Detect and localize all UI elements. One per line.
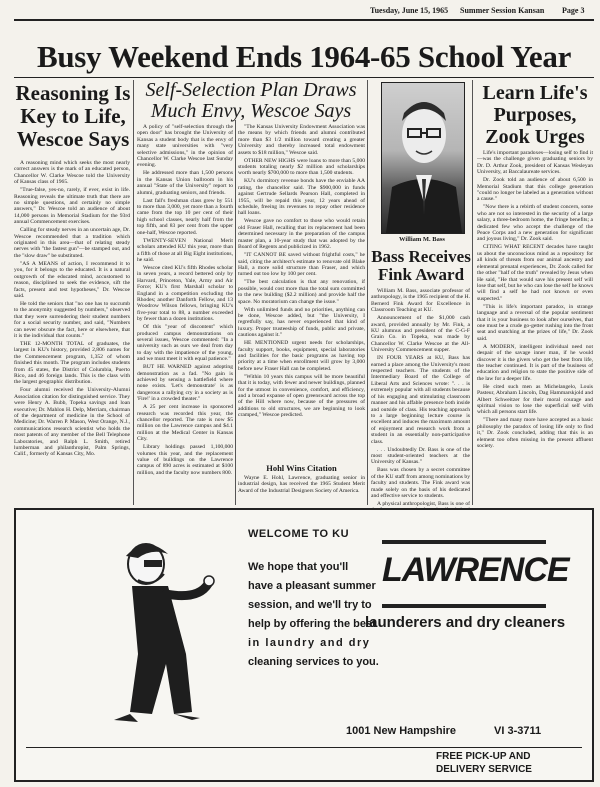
headline-reasoning: Reasoning Is Key to Life, Wescoe Says [15,81,131,151]
story-paragraph: A policy of "self-selection through the open door" has brought the University of Kansas a student body that is the envy of many state universities with "very selective admissions," in the opinion of Chancellor W. Clarke Wescoe last Sunday evening. [137,124,233,169]
banner-rule [14,77,594,78]
ad-message-line: in laundry and dry [248,637,371,649]
story-paragraph: Wayne E. Hohl, Lawrence, graduating senior in industrial design, has received the 1965 Student Merit Award of the Industrial Designers Society of America. [238,475,365,494]
story-paragraph: IN FOUR YEARS at KU, Bass has earned a place among the University's most respected teachers. The students of the Intermediary Board of the College of Liberal Arts and Sciences wrote: ". . . is extremely popular with all students because of his engaging and stimulating classroom manner and his affable presence both inside and outside of class. His teaching approach to a large beginning lecture course is excellent and induces the maximum amount of enjoyment and research work from a student in an essentially non-participative class. [371,355,470,445]
story-paragraph: "IT CANNOT BE saved without frightful costs," he said, citing the architect's estimate to renovate old Blake Hall, a more solid structure than Fraser, and which turned out too low by 100 per cent. [238,252,365,278]
ad-service-line: DELIVERY SERVICE [436,764,532,775]
column-rule [235,120,236,505]
ad-message-line: session, and we'll try to [248,599,372,611]
story-paragraph: . . . Undoubtedly Dr. Bass is one of the most student-oriented teachers at the University of Kansas." [371,446,470,466]
paper-name: Summer Session Kansan [460,6,545,15]
ad-service-line: FREE PICK-UP AND [436,751,531,762]
story-paragraph: "Now there is a rebirth of student concern, some who are not so interested in the security of a large salary, a three-bedroom home, the fringe benefits; a dedicated few who accept the challenge of the Peace Corps and a new generation for significant and joyous living," Dr. Zook said. [477,204,593,243]
story-zook-body [477,150,593,505]
story-paragraph: Dr. Zook told an audience of about 6,500 in Memorial Stadium that this college generation "could no longer be labeled as a generation without a cause." [477,177,593,203]
ad-welcome: WELCOME TO KU [248,528,350,540]
story-bass-body [371,288,470,505]
story-paragraph: "True-false, yes-no, rarely, if ever, exist in life. Reasoning reveals the ultimate truth that there are no simple questions, and certainly no simple answers," Dr. Wescoe told an audience of about 14,000 persons in Memorial Stadium for the 93rd annual Commencement exercises. [14,187,130,226]
story-paragraph: OTHER NEW HIGHS were loans to more than 5,000 students totaling nearly $2 million and scholarships worth nearly $700,000 to more than 1,500 students. [238,157,365,177]
photo-caption: William M. Bass [399,236,445,243]
story-paragraph: Four alumni received the University-Alumni Association citation for distinguished service. They were Henry A. Bubb, Topeka savings and loan executive; Dr. Mahlon H. Delp, Merriam, chairman of the department of medicine in the School of Medicine; Dr. Warren P. Mason, West Orange, N.J., communications research scientist who holds the most patents of any member of the Bell Telephone Laboratories, and Ralph L. Smith, retired lumberman and philanthropist, Palm Springs, Calif., formerly of Kansas City, Mo. [14,387,130,458]
story-self-selection-col2 [238,124,365,460]
headline-hohl: Hohl Wins Citation [266,463,337,473]
story-paragraph: A physical anthropologist, Bass is one of [377,500,470,507]
ad-message-line: cleaning services to you. [248,656,379,668]
ad-message-line: have a pleasant summer [248,580,376,592]
portrait-photo [381,82,465,234]
headline-bass: Bass Receives Fink Award [371,247,471,284]
story-paragraph: KU's dormitory revenue bonds have the enviable AA rating, the chancellor said. The $900,000 in funds against Gertrude Sellards Pearson Hall, completed in 1955, will be repaid this year, 12 years ahead of schedule, freeing its revenues to repay other residence hall loans. [238,178,365,217]
folio-line [0,6,600,18]
story-paragraph: HE MENTIONED urgent needs for scholarships, faculty support, books, equipment, special laboratories and facilities for the basic programs as having top priority at a time when enrollment will grow by 3,000 before new Fraser Hall can be completed. [238,340,365,372]
story-reasoning-body [14,160,130,505]
ad-message-line: We hope that you'll [248,561,349,573]
story-paragraph: Library holdings passed 1,100,000 volumes this year, and the replacement value of buildings on the Lawrence campus of 890 acres is estimated at $100 million, and the faculty now numbers 800. [137,444,233,476]
story-paragraph: Wescoe cited KU's fifth Rhodes scholar in seven years, a record bettered only by Harvard, Princeton, Yale, Army and Air Force; KU's first Marshall scholar to England in a competition excluding the Rhodes; another Danforth Fellow, and 13 Woodrow Wilson fellows, bringing KU's five-year total to 88, a number exceeded by fewer than a dozen institutions. [137,264,233,323]
story-paragraph: Last fall's freshman class grew by 551 to more than 3,000, yet more than a fourth came from the top 10 per cent of their high school classes, nearly half from the top fifth, and 83 per cent from the upper one-half, Wescoe reported. [137,197,233,236]
story-paragraph: Announcement of the $1,000 cash award, provided annually by Mr. Fink, a KU alumnus and president of the C-G-F Grain Co. in Topeka, was made by Chancellor W. Clarke Wescoe at the All-University Commencement supper. [371,315,470,354]
column-rule [472,80,473,505]
ad-tagline: launderers and dry cleaners [364,614,566,631]
story-self-selection-col1 [137,124,233,505]
laundry-advertisement [14,508,594,782]
story-paragraph: With unlimited funds and no priorities, anything can be done, Wescoe added, but "the University, I regretfully say, has never experienced that kind of luxury. Proper trusteeship of funds, public and private, cautions against it." [238,306,365,339]
story-paragraph: CITING WHAT RECENT decades have taught us about the unconscious mind as a repository for all kinds of threats from our animal ancestry and elemental prenatal experiences, Dr. Zook called for the other "half of the truth" revealed by Jesus when He said, "He that would save his present self will lose that self, but he who can lose the self he knows will find a self he had not known or even suspected." [477,244,593,302]
story-paragraph: Life's important paradoxes—losing self to find it—was the challenge given graduating seniors by Dr. D. Arthur Zook, president of Kansas Wesleyan University, at Baccalaureate services. [477,150,593,176]
story-paragraph: A 25 per cent increase in sponsored research was recorded this year, the chancellor reported. The rate is now $5 million on the Lawrence campus and $4.1 million at the Medical Center in Kansas City. [137,404,233,443]
story-paragraph: A MODERN, intelligent individual need not despair of the savage inner man, if he would discover it is the givers who get the best from life, the teacher continued. It is part of the business of education and religion to state the positive side of the law for a deeper life. [477,343,593,382]
story-paragraph: Of this "year of discontent" which produced campus demonstrations on several issues, Wescoe commented: "In a university such as ours we deal from day to day with the impatience of the young, and we must meet it with equal patience." [137,324,233,363]
story-paragraph: "Within 10 years this campus will be more beautiful that it is today, with fewer and newer buildings, planned for the utmost in convenience, comfort, and efficiency, and a broad expanse of open greensward across the top of the Hill where now, because of the pressures of additions to old structures, we are beginning to look cramped," Wescoe predicted. [238,373,365,419]
ad-message-line: help by offering the best [248,618,376,630]
story-paragraph: Calling for steady nerves in an uncertain age, Dr. Wescoe recommended that a tradition which originated in this area—that of relating steady nerves with "the fastest gun"—be stamped out, and the "slow draw" be substituted. [14,227,130,259]
story-paragraph: THE 12-MONTH TOTAL of graduates, the largest in KU's history, provided 2,806 names for the Commencement program, 1,352 of whom finished this month. The program includes students from 45 states, the District of Columbia, Puerto Rico, and 46 foreign lands. This is the class with the largest geographic distribution. [14,340,130,386]
page-number: Page 3 [562,6,585,15]
story-paragraph: "This is life's important paradox, in strange language and a reversal of the popular sentiment that it is your business to look after ourselves, that one must be a crude go-getter rushing into the front seat and snatching at the prizes of life," Dr. Zook said. [477,303,593,342]
ad-service [436,750,586,776]
story-paragraph: "There and many more have accepted as a basic philosophy the paradox of losing life only to find it," Dr. Zook concluded, adding that this is an element too often missing in the present affluent society. [477,417,593,450]
story-paragraph: William M. Bass, associate professor of anthropology, is the 1965 recipient of the H. Bernerd Fink Award for Excellence in Classroom Teaching at KU. [371,288,470,314]
headline-self-selection: Self-Selection Plan Draws Much Envy, Wescoe Says [145,79,357,122]
story-paragraph: Bass was chosen by a secret committee of the KU staff from among nominations by faculty and students. The Fink award was made solely on the basis of his dedicated and effective service to students. [371,467,470,499]
column-rule [367,80,368,505]
column-rule [133,80,134,505]
ad-phone: VI 3-3711 [494,725,542,737]
ad-divider [26,747,582,748]
story-paragraph: Wescoe gave no comfort to those who would retain old Fraser Hall, recalling that its replacement had been determined necessary in the preparation of the campus master plan, a 10-year study that was adopted by the Board of Regents and publicized in 1962. [238,218,365,251]
story-paragraph: TWENTY-SEVEN National Merit scholars attended KU this year, more than a fifth of those at all Big Eight institutions, he said. [137,237,233,263]
top-rule [14,19,594,21]
issue-date: Tuesday, June 15, 1965 [370,6,449,15]
story-hohl-body [238,475,365,505]
headline-zook: Learn Life's Purposes, Zook Urges [482,82,588,148]
story-paragraph: He told the seniors that "no one has to succumb to the anonymity suggested by numbers," observed that they were surrendering their student numbers for a social security number, and said, "Numbers can never obscure the fact, here or elsewhere, that it is the individual that counts." [14,300,130,339]
cartoon-figure-illustration [108,534,218,724]
story-paragraph: "AS A MEANS of action, I recommend it to you, for it belongs to the educated. It is a natural outgrowth of the educated mind, accustomed to reason, disciplined to seek the evidence, sift the facts, present and test hypotheses," Dr. Wescoe said. [14,260,130,299]
story-paragraph: A reasoning mind which seeks the most nearly correct answers is the mark of an educated person, Chancellor W. Clarke Wescoe told the University of Kansas class of 1965. [14,160,130,186]
brand-logo: LAWRENCE [382,551,569,589]
story-paragraph: "The Kansas University Endowment Association was the means by which friends and alumni contributed more than $3 1/2 million toward creating a greater University and thereby increased total endowment assets to $18 million," Wescoe said. [238,124,365,156]
story-paragraph: He addressed more than 1,500 persons in the Kansas Union ballroom in his annual "State of the University" report to alumni, graduating seniors, and friends. [137,170,233,196]
portrait-figure [382,83,464,233]
story-paragraph: "The best calculation is that any renovation, if possible, would cost more than the total sum committed to the new building ($2.2 million) and provide half the space. No moratorium can change the issue." [238,279,365,305]
story-paragraph: He cited such men as Michelangelo, Louis Pasteur, Abraham Lincoln, Dag Hammarskjold and Albert Schweitzer for their moral courage and spiritual vision to lose the superficial self with which all persons start life. [477,383,593,416]
story-paragraph: BUT HE WARNED against adopting demonstration as a fad. "No gain is achieved by sensing a battlefield where none exists. 'Let's demonstrate' is as dangerous a rallying cry in a society as is 'Fire!' in a crowded theater." [137,364,233,403]
ad-address: 1001 New Hampshire [346,725,457,737]
brand-box [382,540,569,608]
banner-headline: Busy Weekend Ends 1964-65 School Year [36,39,572,74]
